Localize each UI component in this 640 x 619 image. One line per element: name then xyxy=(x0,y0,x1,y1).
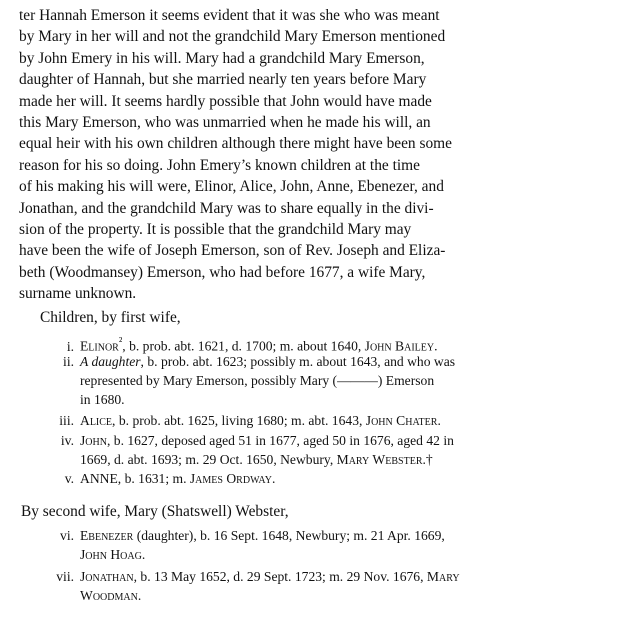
entry-number: vii. xyxy=(56,569,74,584)
children-second-heading: By second wife, Mary (Shatswell) Webster, xyxy=(21,503,289,520)
paragraph-line: sion of the property. It is possible that the grandchild Mary may xyxy=(19,221,412,239)
entry-continuation: represented by Mary Emerson, possibly Mary (———) Emerson xyxy=(80,373,435,388)
entry-continuation xyxy=(80,545,145,564)
spouse-name: Woodman xyxy=(80,588,138,603)
child-name: Alice xyxy=(80,413,113,428)
entry-text: 1669, d. abt. 1693; m. 29 Oct. 1650, Newbury, xyxy=(80,452,337,467)
entry-end: .† xyxy=(422,452,433,467)
spouse-name: Mary Webster xyxy=(336,452,423,467)
entry-continuation xyxy=(80,586,141,605)
child-name: Elinor xyxy=(80,338,119,354)
entry-number: v. xyxy=(64,471,74,486)
entry-number: vi. xyxy=(60,528,74,543)
child-entry xyxy=(40,411,441,430)
paragraph-line: Jonathan, and the grandchild Mary was to share equally in the divi- xyxy=(19,199,434,217)
paragraph-line: made her will. It seems hardly possible that John would have made xyxy=(19,92,432,110)
entry-text: , b. prob. abt. 1621, d. 1700; m. about 1640, xyxy=(122,338,365,354)
paragraph-line: by John Emery in his will. Mary had a grandchild Mary Emerson, xyxy=(19,49,425,67)
spouse-name: John Hoag xyxy=(80,547,142,562)
entry-end: . xyxy=(137,588,142,603)
entry-end: . xyxy=(434,338,438,354)
children-first-heading: Children, by first wife, xyxy=(40,309,181,326)
spouse-name: John Chater xyxy=(365,413,438,428)
entry-end: . xyxy=(141,547,146,562)
child-entry xyxy=(40,567,460,586)
entry-end: . xyxy=(437,413,441,428)
entry-text: , b. 1627, deposed aged 51 in 1677, aged 50 in 1676, aged 42 in xyxy=(106,433,454,448)
entry-end: . xyxy=(271,471,276,486)
entry-text: , b. prob. abt. 1625, living 1680; m. abt. 1643, xyxy=(112,413,366,428)
entry-text: , b. prob. abt. 1623; possibly m. about 1643, and who was xyxy=(140,354,456,369)
paragraph-line: of his making his will were, Elinor, Alice, John, Anne, Ebenezer, and xyxy=(19,178,444,196)
paragraph-line: beth (Woodmansey) Emerson, who had before 1677, a wife Mary, xyxy=(19,263,426,281)
child-name: Ebenezer xyxy=(80,528,134,543)
entry-continuation xyxy=(80,450,433,469)
paragraph-line: equal heir with his own children although there might have been some xyxy=(19,135,452,153)
entry-number: ii. xyxy=(63,354,74,369)
entry-text: (daughter), b. 16 Sept. 1648, Newbury; m. 21 Apr. 1669, xyxy=(133,528,445,543)
entry-number: i. xyxy=(66,338,74,354)
child-name: ANNE xyxy=(80,471,118,486)
paragraph-line: surname unknown. xyxy=(19,285,137,303)
paragraph-line: ter Hannah Emerson it seems evident that it was she who was meant xyxy=(19,7,440,24)
entry-number: iii. xyxy=(59,413,74,428)
child-entry xyxy=(40,352,455,371)
entry-text: , b. 1631; m. xyxy=(117,471,190,486)
entry-continuation: in 1680. xyxy=(80,392,125,407)
main-paragraph xyxy=(19,5,619,305)
child-name: John xyxy=(80,433,107,448)
paragraph-line: by Mary in her will and not the grandchild Mary Emerson mentioned xyxy=(19,28,446,46)
entry-number: iv. xyxy=(60,433,74,448)
paragraph-line: this Mary Emerson, who was unmarried when he made his will, an xyxy=(19,114,431,132)
child-entry xyxy=(40,526,445,545)
entry-text: , b. 13 May 1652, d. 29 Sept. 1723; m. 29 Nov. 1676, xyxy=(133,569,427,584)
child-entry xyxy=(40,431,454,450)
child-name: Jonathan xyxy=(80,569,134,584)
spouse-name: Mary xyxy=(426,569,460,584)
superscript: ² xyxy=(118,336,123,348)
child-name: A daughter xyxy=(80,354,141,369)
paragraph-line: reason for his so doing. John Emery’s known children at the time xyxy=(19,156,420,174)
paragraph-line: have been the wife of Joseph Emerson, son of Rev. Joseph and Eliza- xyxy=(19,242,446,260)
spouse-name: John Bailey xyxy=(364,338,435,354)
child-entry xyxy=(40,469,275,488)
paragraph-line: daughter of Hannah, but she married nearly ten years before Mary xyxy=(19,71,427,89)
spouse-name: James Ordway xyxy=(189,471,272,486)
